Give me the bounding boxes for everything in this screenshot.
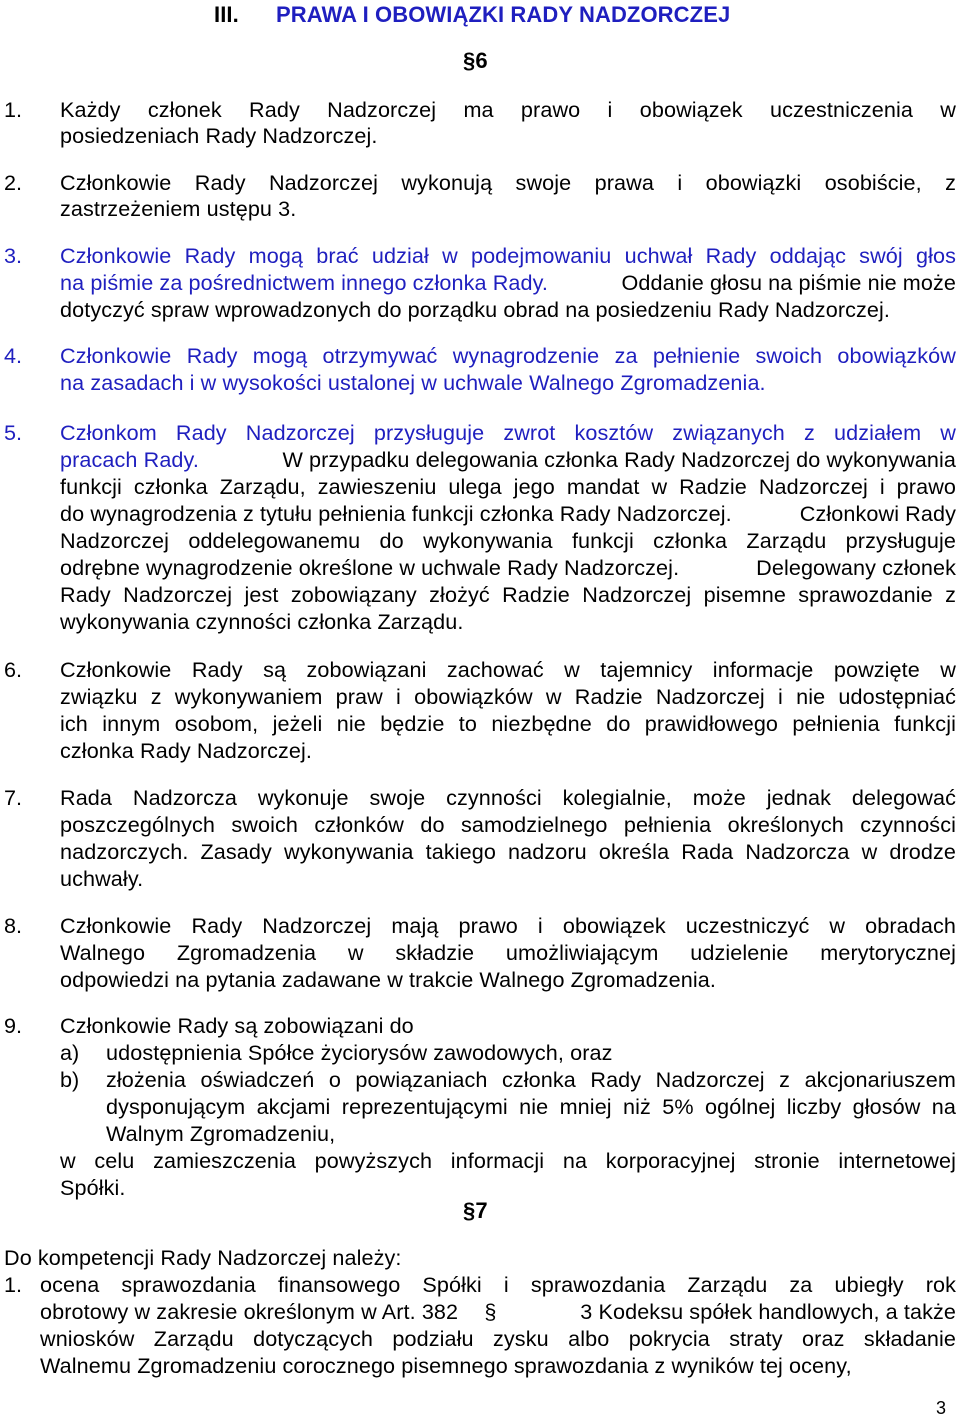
section-symbol: § bbox=[484, 1299, 497, 1324]
item-number: 7. bbox=[4, 785, 23, 810]
item-5-line-2-a: pracach Rady. bbox=[60, 447, 199, 472]
item-5-line-4-a: do wynagrodzenia z tytułu pełnienia funkcji członka Rady Nadzorczej. bbox=[60, 501, 732, 526]
item-9-tail-line-1: w celu zamieszczenia powyższych informacji na korporacyjnej stronie internetowej bbox=[60, 1148, 956, 1173]
item-2-line-1: Członkowie Rady Nadzorczej wykonują swoje prawa i obowiązki osobiście, z bbox=[60, 170, 956, 195]
subitem-b-line-3: Walnym Zgromadzeniu, bbox=[106, 1121, 336, 1146]
item-8-line-3: odpowiedzi na pytania zadawane w trakcie Walnego Zgromadzenia. bbox=[60, 967, 716, 992]
s7-item-1-line-2-a: obrotowy w zakresie określonym w Art. 382 bbox=[40, 1299, 459, 1324]
item-3-line-3: dotyczyć spraw wprowadzonych do porządku obrad na posiedzeniu Rady Nadzorczej. bbox=[60, 297, 891, 322]
section-number: 6 bbox=[475, 48, 488, 73]
item-number: 1. bbox=[4, 1272, 23, 1297]
item-5-line-4-b: Członkowi Rady bbox=[799, 501, 956, 526]
item-5-line-2-b: W przypadku delegowania członka Rady Nadzorczej do wykonywania bbox=[282, 447, 956, 472]
item-number: 9. bbox=[4, 1013, 23, 1038]
item-3-line-1: Członkowie Rady mogą brać udział w podejmowaniu uchwał Rady oddając swój głos bbox=[60, 243, 956, 268]
subitem-letter: a) bbox=[60, 1040, 80, 1065]
s7-item-1-line-3: wniosków Zarządu dotyczących podziału zysku albo pokrycia straty oraz składanie bbox=[40, 1326, 956, 1351]
item-1-line-1: Każdy członek Rady Nadzorczej ma prawo i obowiązek uczestniczenia w bbox=[60, 97, 956, 122]
section-symbol: § bbox=[463, 48, 476, 73]
s7-item-1-line-4: Walnemu Zgromadzeniu corocznego pisemnego sprawozdania z wyników tej oceny, bbox=[40, 1353, 852, 1378]
item-4-line-1: Członkowie Rady mogą otrzymywać wynagrodzenie za pełnienie swoich obowiązków bbox=[60, 343, 956, 368]
item-5-line-7: Rady Nadzorczej jest zobowiązany złożyć Radzie Nadzorczej pisemne sprawozdanie z bbox=[60, 582, 956, 607]
section-number: 7 bbox=[475, 1198, 488, 1223]
item-7-line-2: poszczególnych swoich członków do samodzielnego pełnienia określonych czynności bbox=[60, 812, 956, 837]
item-5-line-6-b: Delegowany członek bbox=[756, 555, 956, 580]
item-number: 8. bbox=[4, 913, 23, 938]
item-5-line-4 bbox=[60, 501, 956, 527]
item-number: 3. bbox=[4, 243, 23, 268]
item-5-line-6-a: odrębne wynagrodzenie określone w uchwale Rady Nadzorczej. bbox=[60, 555, 680, 580]
item-5-line-1: Członkom Rady Nadzorczej przysługuje zwrot kosztów związanych z udziałem w bbox=[60, 420, 956, 445]
subitem-b-line-1: złożenia oświadczeń o powiązaniach członka Rady Nadzorczej z akcjonariuszem bbox=[106, 1067, 956, 1092]
item-number: 2. bbox=[4, 170, 23, 195]
subitem-letter: b) bbox=[60, 1067, 80, 1092]
page-number: 3 bbox=[936, 1398, 947, 1418]
chapter-number: III. bbox=[214, 2, 239, 27]
s7-item-1-line-2 bbox=[40, 1299, 956, 1325]
item-6-line-3: ich innym osobom, jeżeli nie będzie to niezbędne do prawidłowego pełnienia funkcji bbox=[60, 711, 956, 736]
subitem-b-line-2: dysponującym akcjami reprezentującymi nie mniej niż 5% ogólnej liczby głosów na bbox=[106, 1094, 956, 1119]
item-5-line-3: funkcji członka Zarządu, zawieszeniu ulega jego mandat w Radzie Nadzorczej i prawo bbox=[60, 474, 956, 499]
item-7-line-3: nadzorczych. Zasady wykonywania takiego nadzoru określa Rada Nadzorcza w drodze bbox=[60, 839, 956, 864]
item-6-line-2: związku z wykonywaniem praw i obowiązków w Radzie Nadzorczej i nie udostępniać bbox=[60, 684, 956, 709]
item-8-line-2: Walnego Zgromadzenia w składzie umożliwiającym udzielenie merytorycznej bbox=[60, 940, 956, 965]
item-4-line-2: na zasadach i w wysokości ustalonej w uchwale Walnego Zgromadzenia. bbox=[60, 370, 766, 395]
item-5-line-8: wykonywania czynności członka Zarządu. bbox=[60, 609, 464, 634]
item-3-line-2-a: na piśmie za pośrednictwem innego członka Rady. bbox=[60, 270, 549, 295]
item-number: 4. bbox=[4, 343, 23, 368]
item-6-line-4: członka Rady Nadzorczej. bbox=[60, 738, 313, 763]
section-symbol: § bbox=[463, 1198, 476, 1223]
section-7-intro: Do kompetencji Rady Nadzorczej należy: bbox=[4, 1245, 402, 1270]
item-5-line-5: Nadzorczej oddelegowanemu do wykonywania funkcji członka Zarządu przysługuje bbox=[60, 528, 956, 553]
item-5-line-2 bbox=[60, 447, 956, 473]
section-6-heading bbox=[463, 48, 488, 74]
s7-item-1-line-2-b: 3 Kodeksu spółek handlowych, a także bbox=[580, 1299, 956, 1324]
section-7-heading bbox=[463, 1198, 488, 1224]
chapter-title: PRAWA I OBOWIĄZKI RADY NADZORCZEJ bbox=[276, 2, 731, 27]
item-6-line-1: Członkowie Rady są zobowiązani zachować w tajemnicy informacje powzięte w bbox=[60, 657, 956, 682]
item-1-line-2: posiedzeniach Rady Nadzorczej. bbox=[60, 123, 378, 148]
item-7-line-4: uchwały. bbox=[60, 866, 144, 891]
item-3-line-2-b: Oddanie głosu na piśmie nie może bbox=[621, 270, 956, 295]
item-9-line-1: Członkowie Rady są zobowiązani do bbox=[60, 1013, 414, 1038]
subitem-a-line-1: udostępnienia Spółce życiorysów zawodowych, oraz bbox=[106, 1040, 613, 1065]
item-9-tail-line-2: Spółki. bbox=[60, 1175, 126, 1200]
item-number: 6. bbox=[4, 657, 23, 682]
item-2-line-2: zastrzeżeniem ustępu 3. bbox=[60, 196, 297, 221]
s7-item-1-line-1: ocena sprawozdania finansowego Spółki i sprawozdania Zarządu za ubiegły rok bbox=[40, 1272, 956, 1297]
item-7-line-1: Rada Nadzorcza wykonuje swoje czynności kolegialnie, może jednak delegować bbox=[60, 785, 956, 810]
item-number: 5. bbox=[4, 420, 23, 445]
item-8-line-1: Członkowie Rady Nadzorczej mają prawo i obowiązek uczestniczyć w obradach bbox=[60, 913, 956, 938]
item-number: 1. bbox=[4, 97, 23, 122]
item-3-line-2 bbox=[60, 270, 956, 296]
item-5-line-6 bbox=[60, 555, 956, 581]
